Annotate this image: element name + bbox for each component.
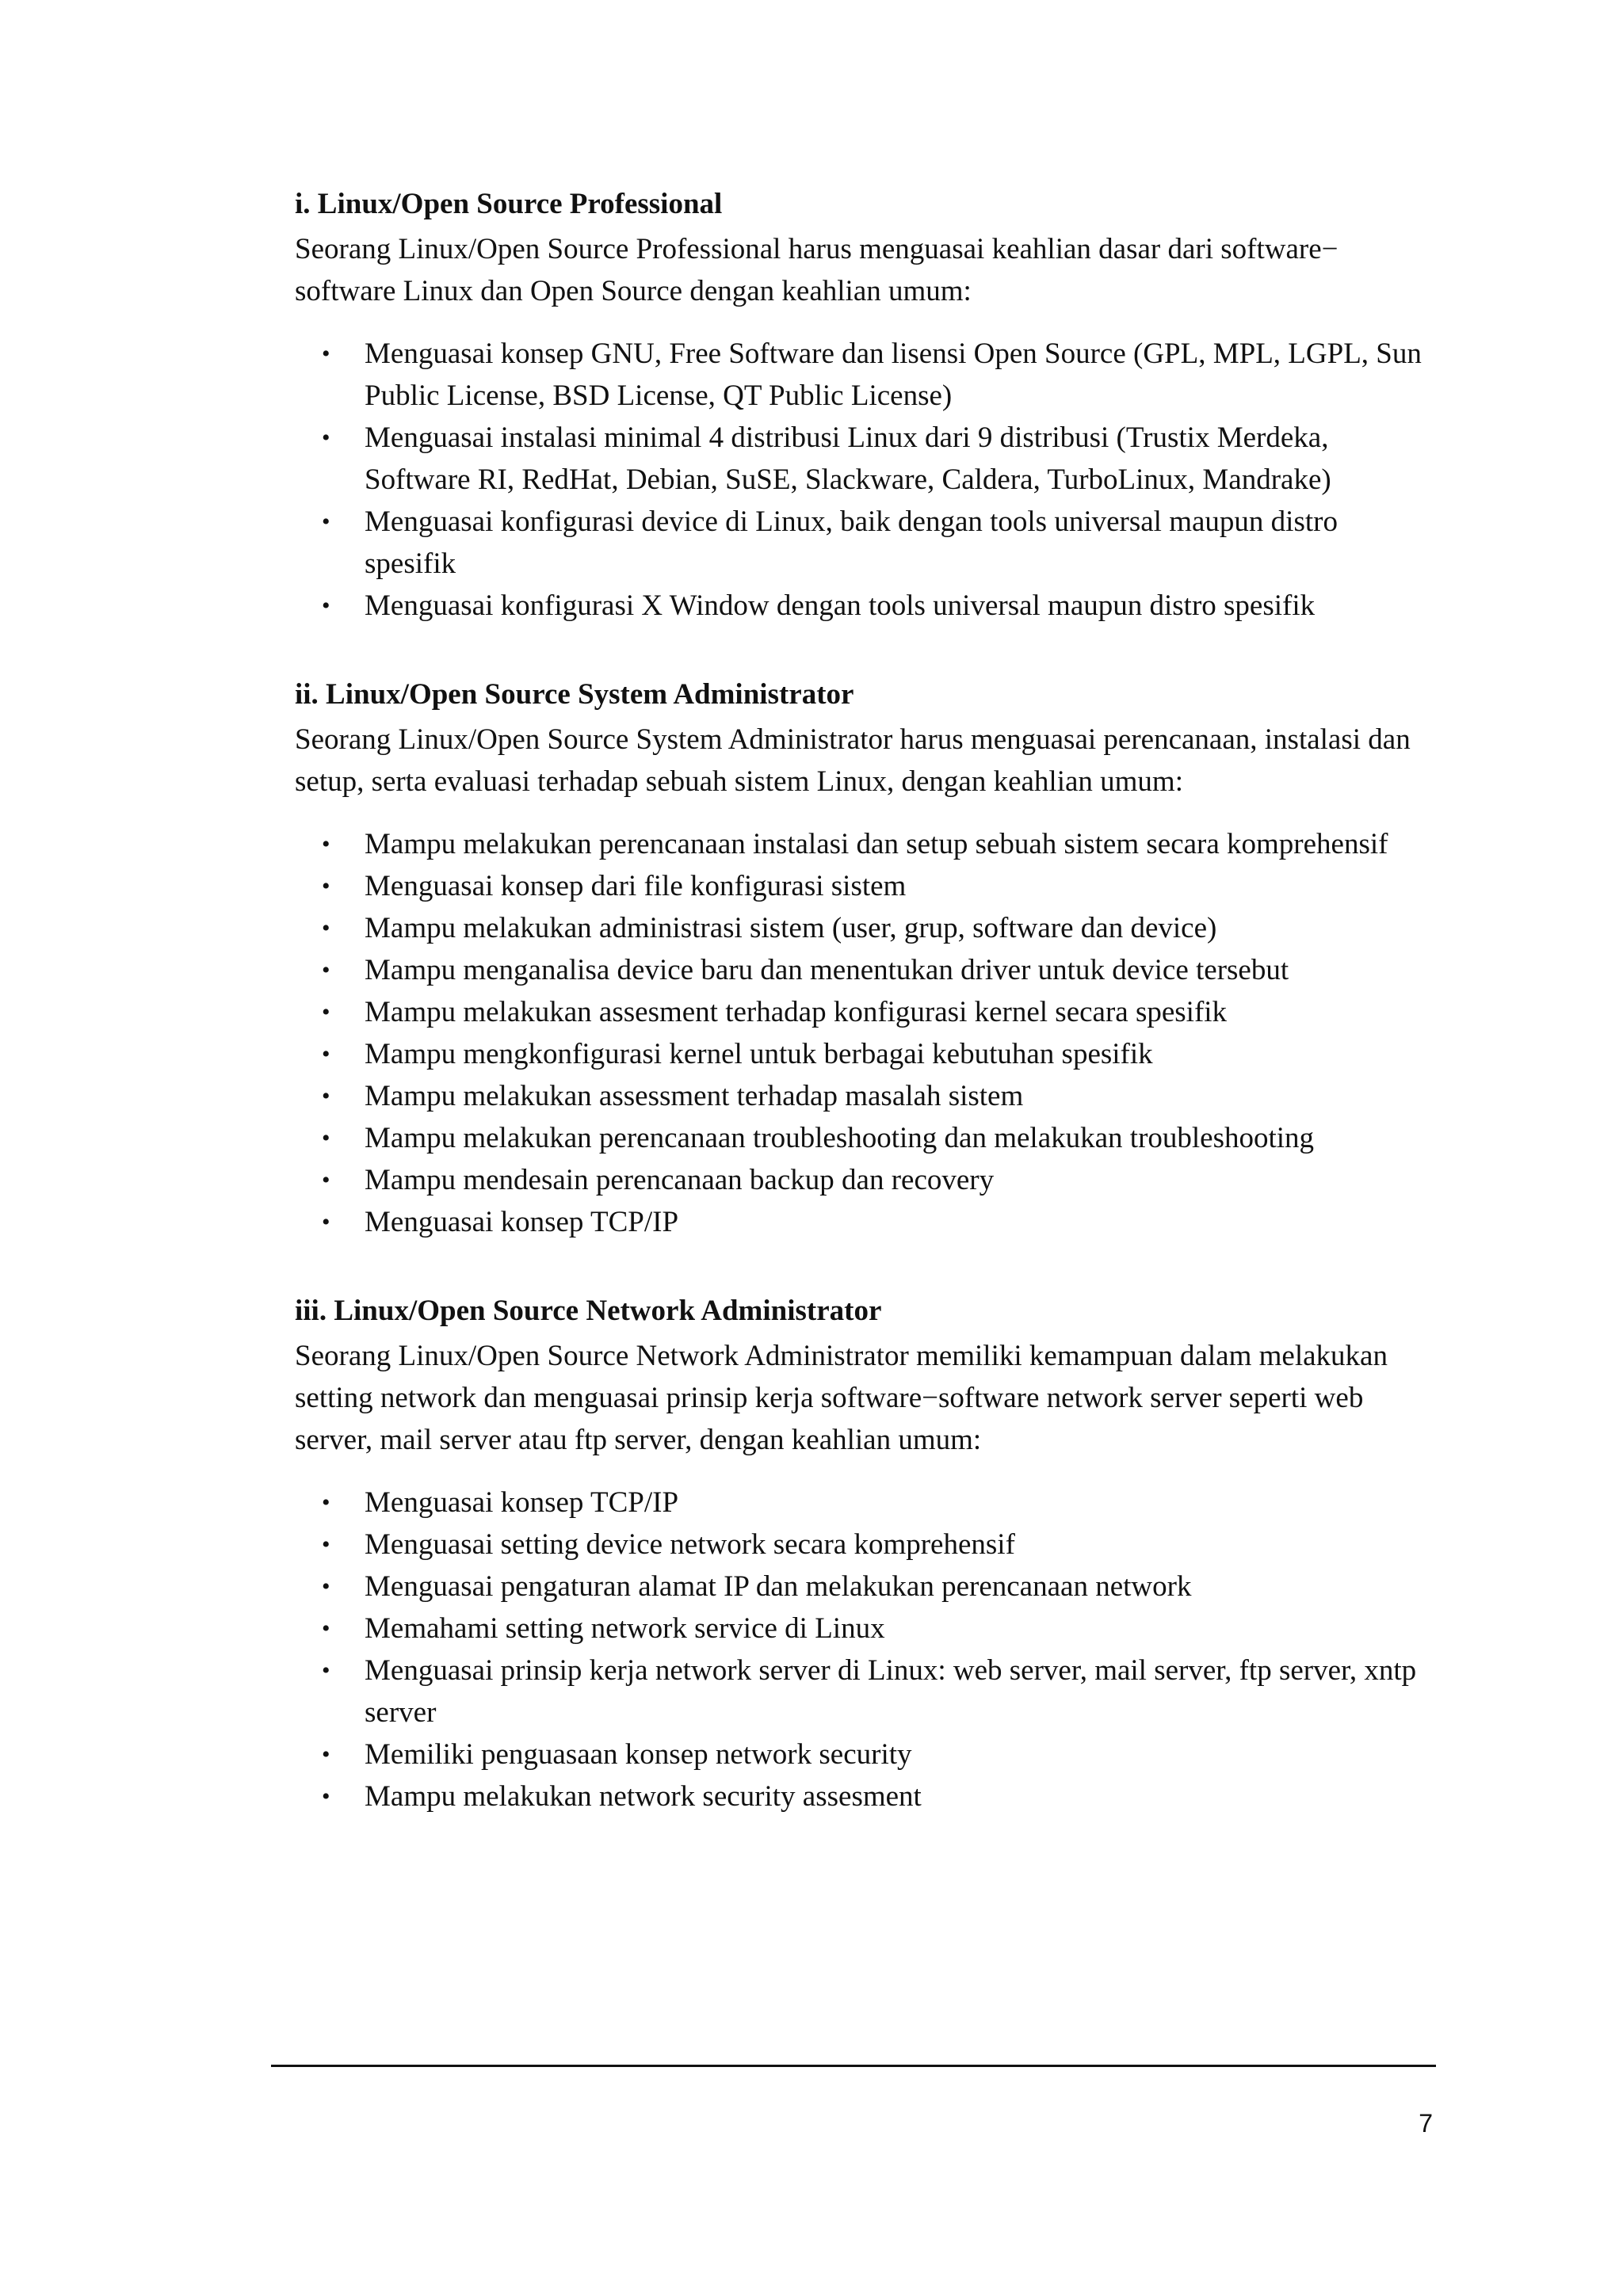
list-item: [295, 1482, 1428, 1524]
list-item-text: Menguasai konfigurasi X Window dengan tools universal maupun distro spesifik: [365, 589, 1316, 622]
bullet-icon: •: [322, 1209, 330, 1235]
bullet-icon: •: [322, 593, 330, 619]
list-item: [295, 501, 1428, 585]
list-item-text: Mampu melakukan perencanaan instalasi dan setup sebuah sistem secara komprehensif: [365, 828, 1388, 860]
footer-divider: [271, 2065, 1436, 2067]
page-number: 7: [1419, 2109, 1433, 2138]
list-item: [295, 1608, 1428, 1650]
list-item-text: Mampu melakukan perencanaan troubleshooting dan melakukan troubleshooting: [365, 1122, 1315, 1154]
list-item-text: Menguasai pengaturan alamat IP dan melakukan perencanaan network: [365, 1570, 1192, 1603]
list-item: [295, 949, 1428, 991]
bullet-icon: •: [322, 831, 330, 857]
list-item-text: Memiliki penguasaan konsep network security: [365, 1738, 912, 1771]
list-item-text: Menguasai konsep TCP/IP: [365, 1206, 679, 1238]
section-network-administrator: [295, 1291, 1428, 1817]
bullet-list: [295, 333, 1428, 627]
bullet-icon: •: [322, 509, 330, 535]
list-item-text: Menguasai konfigurasi device di Linux, baik dengan tools universal maupun distro spesifik: [365, 505, 1338, 580]
bullet-icon: •: [322, 425, 330, 451]
list-item: [295, 1775, 1428, 1817]
bullet-icon: •: [322, 1573, 330, 1600]
list-item-text: Menguasai konsep GNU, Free Software dan lisensi Open Source (GPL, MPL, LGPL, Sun Public License, BSD License, QT Public License): [365, 338, 1422, 412]
bullet-icon: •: [322, 1083, 330, 1109]
document-page: [295, 184, 1428, 1817]
list-item: [295, 585, 1428, 627]
section-professional: [295, 184, 1428, 627]
list-item: [295, 1733, 1428, 1775]
bullet-icon: •: [322, 1041, 330, 1067]
section-intro: Seorang Linux/Open Source System Administrator harus menguasai perencanaan, instalasi dan setup, serta evaluasi terhadap sebuah sistem Linux, dengan keahlian umum:: [295, 723, 1411, 798]
bullet-icon: •: [322, 1741, 330, 1768]
list-item-text: Mampu melakukan assesment terhadap konfigurasi kernel secara spesifik: [365, 996, 1228, 1028]
bullet-icon: •: [322, 341, 330, 367]
list-item: [295, 1033, 1428, 1075]
section-intro: Seorang Linux/Open Source Professional harus menguasai keahlian dasar dari software− software Linux dan Open Source dengan keahlian umum:: [295, 233, 1338, 307]
list-item-text: Mampu mengkonfigurasi kernel untuk berbagai kebutuhan spesifik: [365, 1038, 1153, 1070]
bullet-list: [295, 823, 1428, 1243]
list-item: [295, 1524, 1428, 1566]
list-item: [295, 991, 1428, 1033]
list-item: [295, 1159, 1428, 1201]
section-heading: i. Linux/Open Source Professional: [295, 188, 723, 220]
bullet-icon: •: [322, 1783, 330, 1810]
bullet-icon: •: [322, 1531, 330, 1558]
list-item-text: Menguasai setting device network secara komprehensif: [365, 1528, 1015, 1561]
list-item: [295, 1075, 1428, 1117]
list-item-text: Menguasai prinsip kerja network server di Linux: web server, mail server, ftp server, xntp server: [365, 1654, 1417, 1729]
bullet-icon: •: [322, 1125, 330, 1151]
list-item: [295, 1650, 1428, 1733]
list-item-text: Memahami setting network service di Linux: [365, 1612, 885, 1645]
section-intro: Seorang Linux/Open Source Network Administrator memiliki kemampuan dalam melakukan setting network dan menguasai prinsip kerja software−software network server seperti web server, mail server atau ftp server, dengan keahlian umum:: [295, 1340, 1388, 1456]
bullet-icon: •: [322, 873, 330, 899]
section-heading: iii. Linux/Open Source Network Administrator: [295, 1295, 882, 1327]
list-item-text: Mampu melakukan assessment terhadap masalah sistem: [365, 1080, 1024, 1112]
bullet-icon: •: [322, 957, 330, 983]
list-item: [295, 417, 1428, 501]
section-heading: ii. Linux/Open Source System Administrator: [295, 678, 854, 711]
bullet-icon: •: [322, 1615, 330, 1642]
list-item-text: Menguasai instalasi minimal 4 distribusi Linux dari 9 distribusi (Trustix Merdeka, Software RI, RedHat, Debian, SuSE, Slackware, Caldera, TurboLinux, Mandrake): [365, 421, 1331, 496]
list-item: [295, 907, 1428, 949]
list-item-text: Mampu menganalisa device baru dan menentukan driver untuk device tersebut: [365, 954, 1289, 986]
list-item: [295, 1566, 1428, 1608]
bullet-icon: •: [322, 915, 330, 941]
bullet-icon: •: [322, 1657, 330, 1684]
list-item-text: Mampu melakukan administrasi sistem (user, grup, software dan device): [365, 912, 1217, 944]
bullet-list: [295, 1482, 1428, 1817]
bullet-icon: •: [322, 1489, 330, 1516]
list-item: [295, 823, 1428, 865]
bullet-icon: •: [322, 1167, 330, 1193]
section-system-administrator: [295, 674, 1428, 1243]
list-item-text: Menguasai konsep dari file konfigurasi sistem: [365, 870, 907, 902]
list-item: [295, 865, 1428, 907]
list-item-text: Mampu melakukan network security assesment: [365, 1780, 922, 1813]
list-item: [295, 1201, 1428, 1243]
bullet-icon: •: [322, 999, 330, 1025]
list-item-text: Mampu mendesain perencanaan backup dan recovery: [365, 1164, 995, 1196]
list-item-text: Menguasai konsep TCP/IP: [365, 1486, 679, 1519]
list-item: [295, 333, 1428, 417]
list-item: [295, 1117, 1428, 1159]
